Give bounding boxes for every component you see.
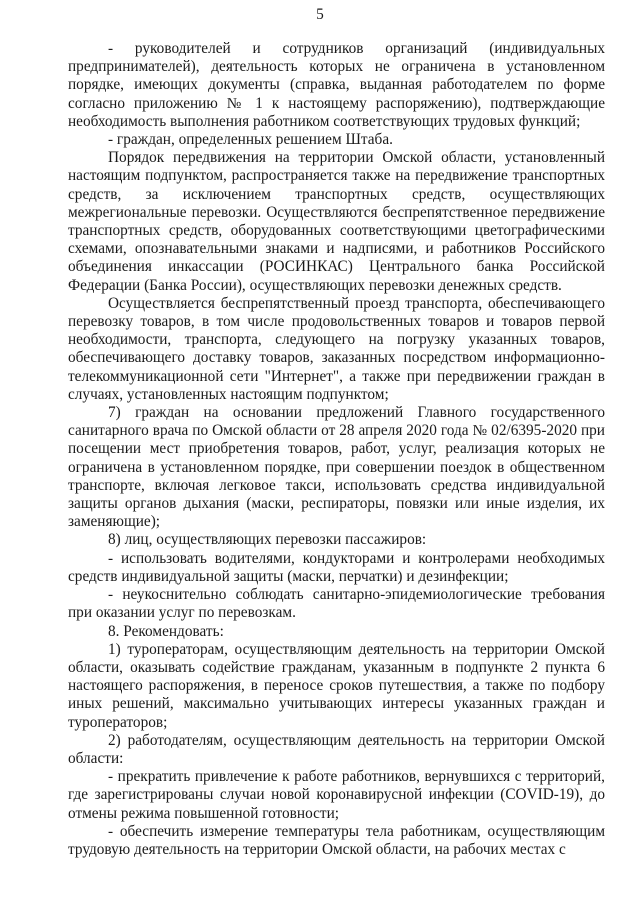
paragraph-item-8-carriers: 8) лиц, осуществляющих перевозки пассажиров: xyxy=(108,531,427,549)
paragraph-tour-operators: 1) туроператорам, осуществляющим деятельность на территории Омской области, оказывать содействие гражданам, указанным в подпункте 2 пункта 6 настоящего распоряжения, в переносе сроков путешествия, а также по подбору иных решений, максимально учитывающих интересы указанных граждан и туроператоров; xyxy=(68,640,605,731)
page-number: 5 xyxy=(316,6,324,23)
paragraph-carrier-sanitary: - неукоснительно соблюдать санитарно-эпидемиологические требования при оказании услуг по перевозкам. xyxy=(68,586,605,622)
paragraph-movement-procedure: Порядок передвижения на территории Омской области, установленный настоящим подпунктом, распространяется также на передвижение транспортных средств, за исключением транспортных средств, осуществляющих межрегиональные перевозки. Осуществляются беспрепятственное передвижение транспортных средств, оборудованных соответствующими цветографическими схемами, опознавательными знаками и надписями, и работников Российского объединения инкассации (РОСИНКАС) Центрального банка Российской Федерации (Банка России), осуществляющих перевозки денежных средств. xyxy=(68,149,605,294)
paragraph-section-8-recommend: 8. Рекомендовать: xyxy=(108,622,224,640)
paragraph-citizens-by-staff-decision: - граждан, определенных решением Штаба. xyxy=(108,131,393,149)
paragraph-managers-and-employees: - руководителей и сотрудников организаций (индивидуальных предпринимателей), деятельность которых не ограничена в установленном порядке, имеющих документы (справка, выданная работодателем по форме согласно приложению № 1 к настоящему распоряжению), подтверждающие необходимость выполнения работником соответствующих трудовых функций; xyxy=(68,40,605,130)
paragraph-item-7-masks: 7) граждан на основании предложений Главного государственного санитарного врача по Омской области от 28 апреля 2020 года № 02/6395-2020 при посещении мест приобретения товаров, работ, услуг, реализация которых не ограничена в установленном порядке, при совершении поездок в общественном транспорте, включая легковое такси, использовать средства индивидуальной защиты органов дыхания (маски, респираторы, повязки или иные изделия, их заменяющие); xyxy=(68,404,605,531)
paragraph-employers: 2) работодателям, осуществляющим деятельность на территории Омской области: xyxy=(68,731,605,767)
paragraph-stop-returning-workers: - прекратить привлечение к работе работников, вернувшихся с территорий, где зарегистрированы случаи новой коронавирусной инфекции (COVID-19), до отмены режима повышенной готовности; xyxy=(68,768,605,822)
document-body xyxy=(68,0,605,859)
paragraph-carrier-ppe: - использовать водителями, кондукторами и контролерами необходимых средств индивидуальной защиты (маски, перчатки) и дезинфекции; xyxy=(68,549,605,585)
paragraph-unimpeded-transport: Осуществляется беспрепятственный проезд транспорта, обеспечивающего перевозку товаров, в том числе продовольственных товаров и товаров первой необходимости, транспорта, следующего на погрузку указанных товаров, обеспечивающего доставку товаров, заказанных посредством информационно-телекоммуникационной сети "Интернет", а также при передвижении граждан в случаях, установленных настоящим подпунктом; xyxy=(68,294,605,403)
paragraph-temperature-measurement: - обеспечить измерение температуры тела работникам, осуществляющим трудовую деятельность на территории Омской области, на рабочих местах с xyxy=(68,822,605,858)
